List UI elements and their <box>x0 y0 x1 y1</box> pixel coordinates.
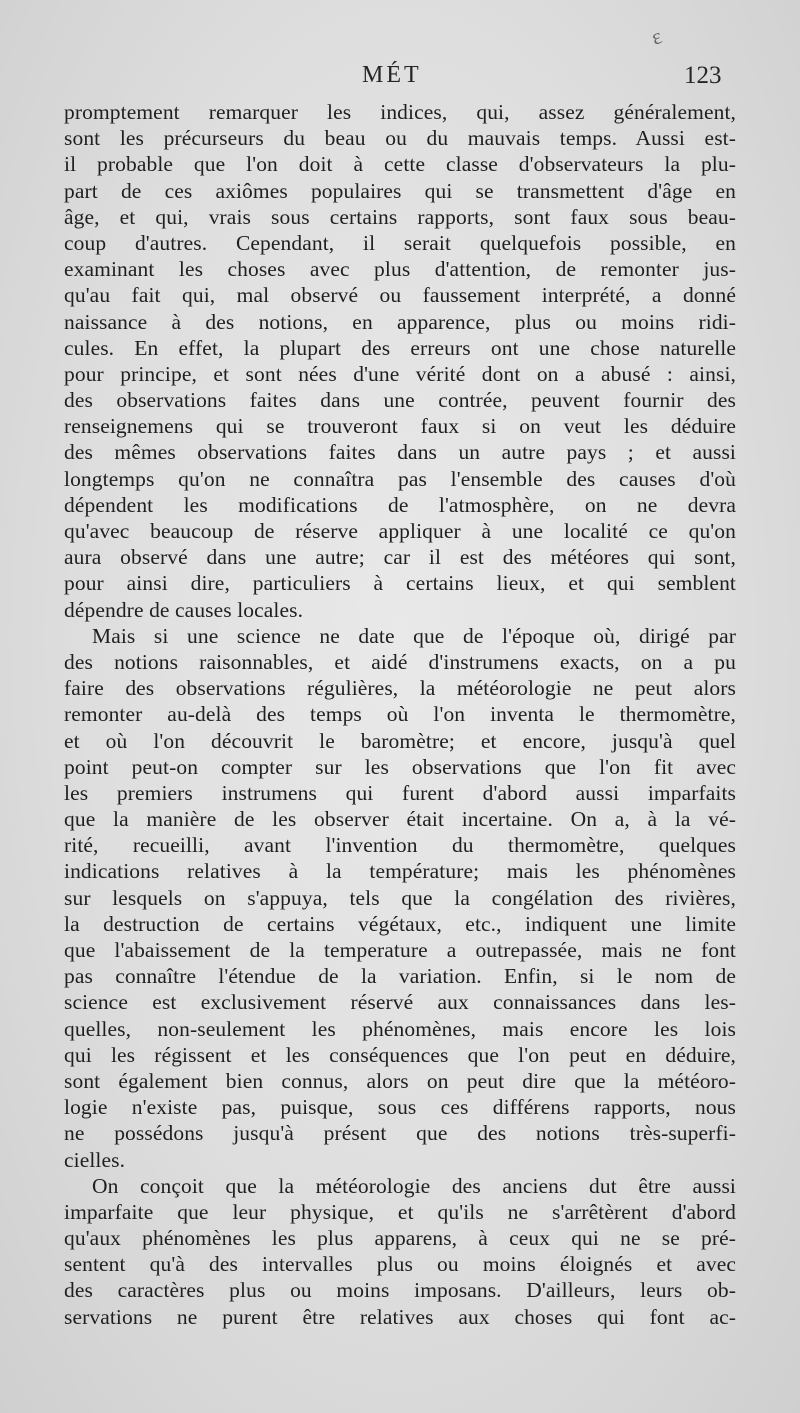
text-line: que l'abaissement de la temperature a outrepassée, mais ne font <box>64 938 736 962</box>
text-line: sur lesquels on s'appuya, tels que la congélation des rivières, <box>64 885 736 910</box>
text-line: qui les régissent et les conséquences que l'on peut en déduire, <box>64 1042 736 1067</box>
text-line: pour principe, et sont nées d'une vérité dont on a abusé : ainsi, <box>64 361 736 386</box>
text-line: On conçoit que la météorologie des anciens dut être aussi <box>92 1173 736 1198</box>
text-line: des mêmes observations faites dans un autre pays ; et aussi <box>64 440 736 465</box>
text-line: âge, et qui, vrais sous certains rapports, sont faux sous beau- <box>64 204 736 229</box>
text-line: renseignemens qui se trouveront faux si on veut les déduire <box>64 414 736 439</box>
text-line: qu'avec beaucoup de réserve appliquer à une localité ce qu'on <box>64 519 736 543</box>
text-line: qu'au fait qui, mal observé ou faussement interprété, a donné <box>64 283 736 308</box>
text-line: les premiers instrumens qui furent d'abord aussi imparfaits <box>64 780 736 805</box>
text-line: il probable que l'on doit à cette classe d'observateurs la plu- <box>64 152 736 177</box>
text-line: part de ces axiômes populaires qui se transmettent d'âge en <box>64 178 736 203</box>
text-line: des observations faites dans une contrée, peuvent fournir des <box>64 388 736 413</box>
text-line: dépendre de causes locales. <box>64 597 304 622</box>
text-line: ne possédons jusqu'à présent que des notions très-superfi- <box>64 1121 736 1146</box>
text-line: cielles. <box>64 1147 126 1172</box>
body-text <box>64 99 736 1330</box>
text-line: science est exclusivement réservé aux connaissances dans les- <box>64 990 736 1015</box>
text-line: et où l'on découvrit le baromètre; et encore, jusqu'à quel <box>64 728 736 753</box>
running-head <box>0 62 800 92</box>
text-line: imparfaite que leur physique, et qu'ils ne s'arrêtèrent d'abord <box>64 1199 736 1224</box>
text-line: sont les précurseurs du beau ou du mauvais temps. Aussi est- <box>64 126 736 151</box>
text-line: remonter au-delà des temps où l'on inventa le thermomètre, <box>64 702 736 727</box>
text-line: aura observé dans une autre; car il est des météores qui sont, <box>64 545 736 570</box>
text-line: la destruction de certains végétaux, etc., indiquent une limite <box>64 911 736 936</box>
corner-pencil-mark: ɛ <box>647 23 666 50</box>
text-line: des caractères plus ou moins imposans. D'ailleurs, leurs ob- <box>64 1278 736 1303</box>
text-line: servations ne purent être relatives aux choses qui font ac- <box>64 1304 736 1329</box>
text-line: des notions raisonnables, et aidé d'instrumens exacts, on a pu <box>64 649 736 674</box>
page-number: 123 <box>684 62 722 89</box>
text-line: rité, recueilli, avant l'invention du thermomètre, quelques <box>64 833 736 858</box>
text-line: pas connaître l'étendue de la variation. Enfin, si le nom de <box>64 964 736 989</box>
text-line: Mais si une science ne date que de l'époque où, dirigé par <box>92 623 736 648</box>
text-line: logie n'existe pas, puisque, sous ces différens rapports, nous <box>64 1095 736 1120</box>
text-line: sentent qu'à des intervalles plus ou moins éloignés et avec <box>64 1252 736 1277</box>
text-line: naissance à des notions, en apparence, plus ou moins ridi- <box>64 309 736 334</box>
text-line: indications relatives à la température; mais les phénomènes <box>64 859 736 884</box>
text-line: pour ainsi dire, particuliers à certains lieux, et qui semblent <box>64 571 736 596</box>
text-line: quelles, non-seulement les phénomènes, mais encore les lois <box>64 1016 736 1041</box>
text-line: faire des observations régulières, la météorologie ne peut alors <box>64 676 736 701</box>
text-line: dépendent les modifications de l'atmosphère, on ne devra <box>64 492 736 517</box>
text-line: longtemps qu'on ne connaîtra pas l'ensemble des causes d'où <box>64 466 736 491</box>
text-line: cules. En effet, la plupart des erreurs ont une chose naturelle <box>64 335 736 360</box>
text-line: sont également bien connus, alors on peut dire que la météoro- <box>64 1068 736 1093</box>
text-line: point peut-on compter sur les observations que l'on fit avec <box>64 754 736 779</box>
text-line: que la manière de les observer était incertaine. On a, à la vé- <box>64 807 736 832</box>
running-head-title: MÉT <box>362 62 422 88</box>
text-line: promptement remarquer les indices, qui, assez généralement, <box>64 100 736 124</box>
text-line: coup d'autres. Cependant, il serait quelquefois possible, en <box>64 230 736 255</box>
text-line: examinant les choses avec plus d'attention, de remonter jus- <box>64 257 736 282</box>
text-line: qu'aux phénomènes les plus apparens, à ceux qui ne se pré- <box>64 1226 736 1251</box>
